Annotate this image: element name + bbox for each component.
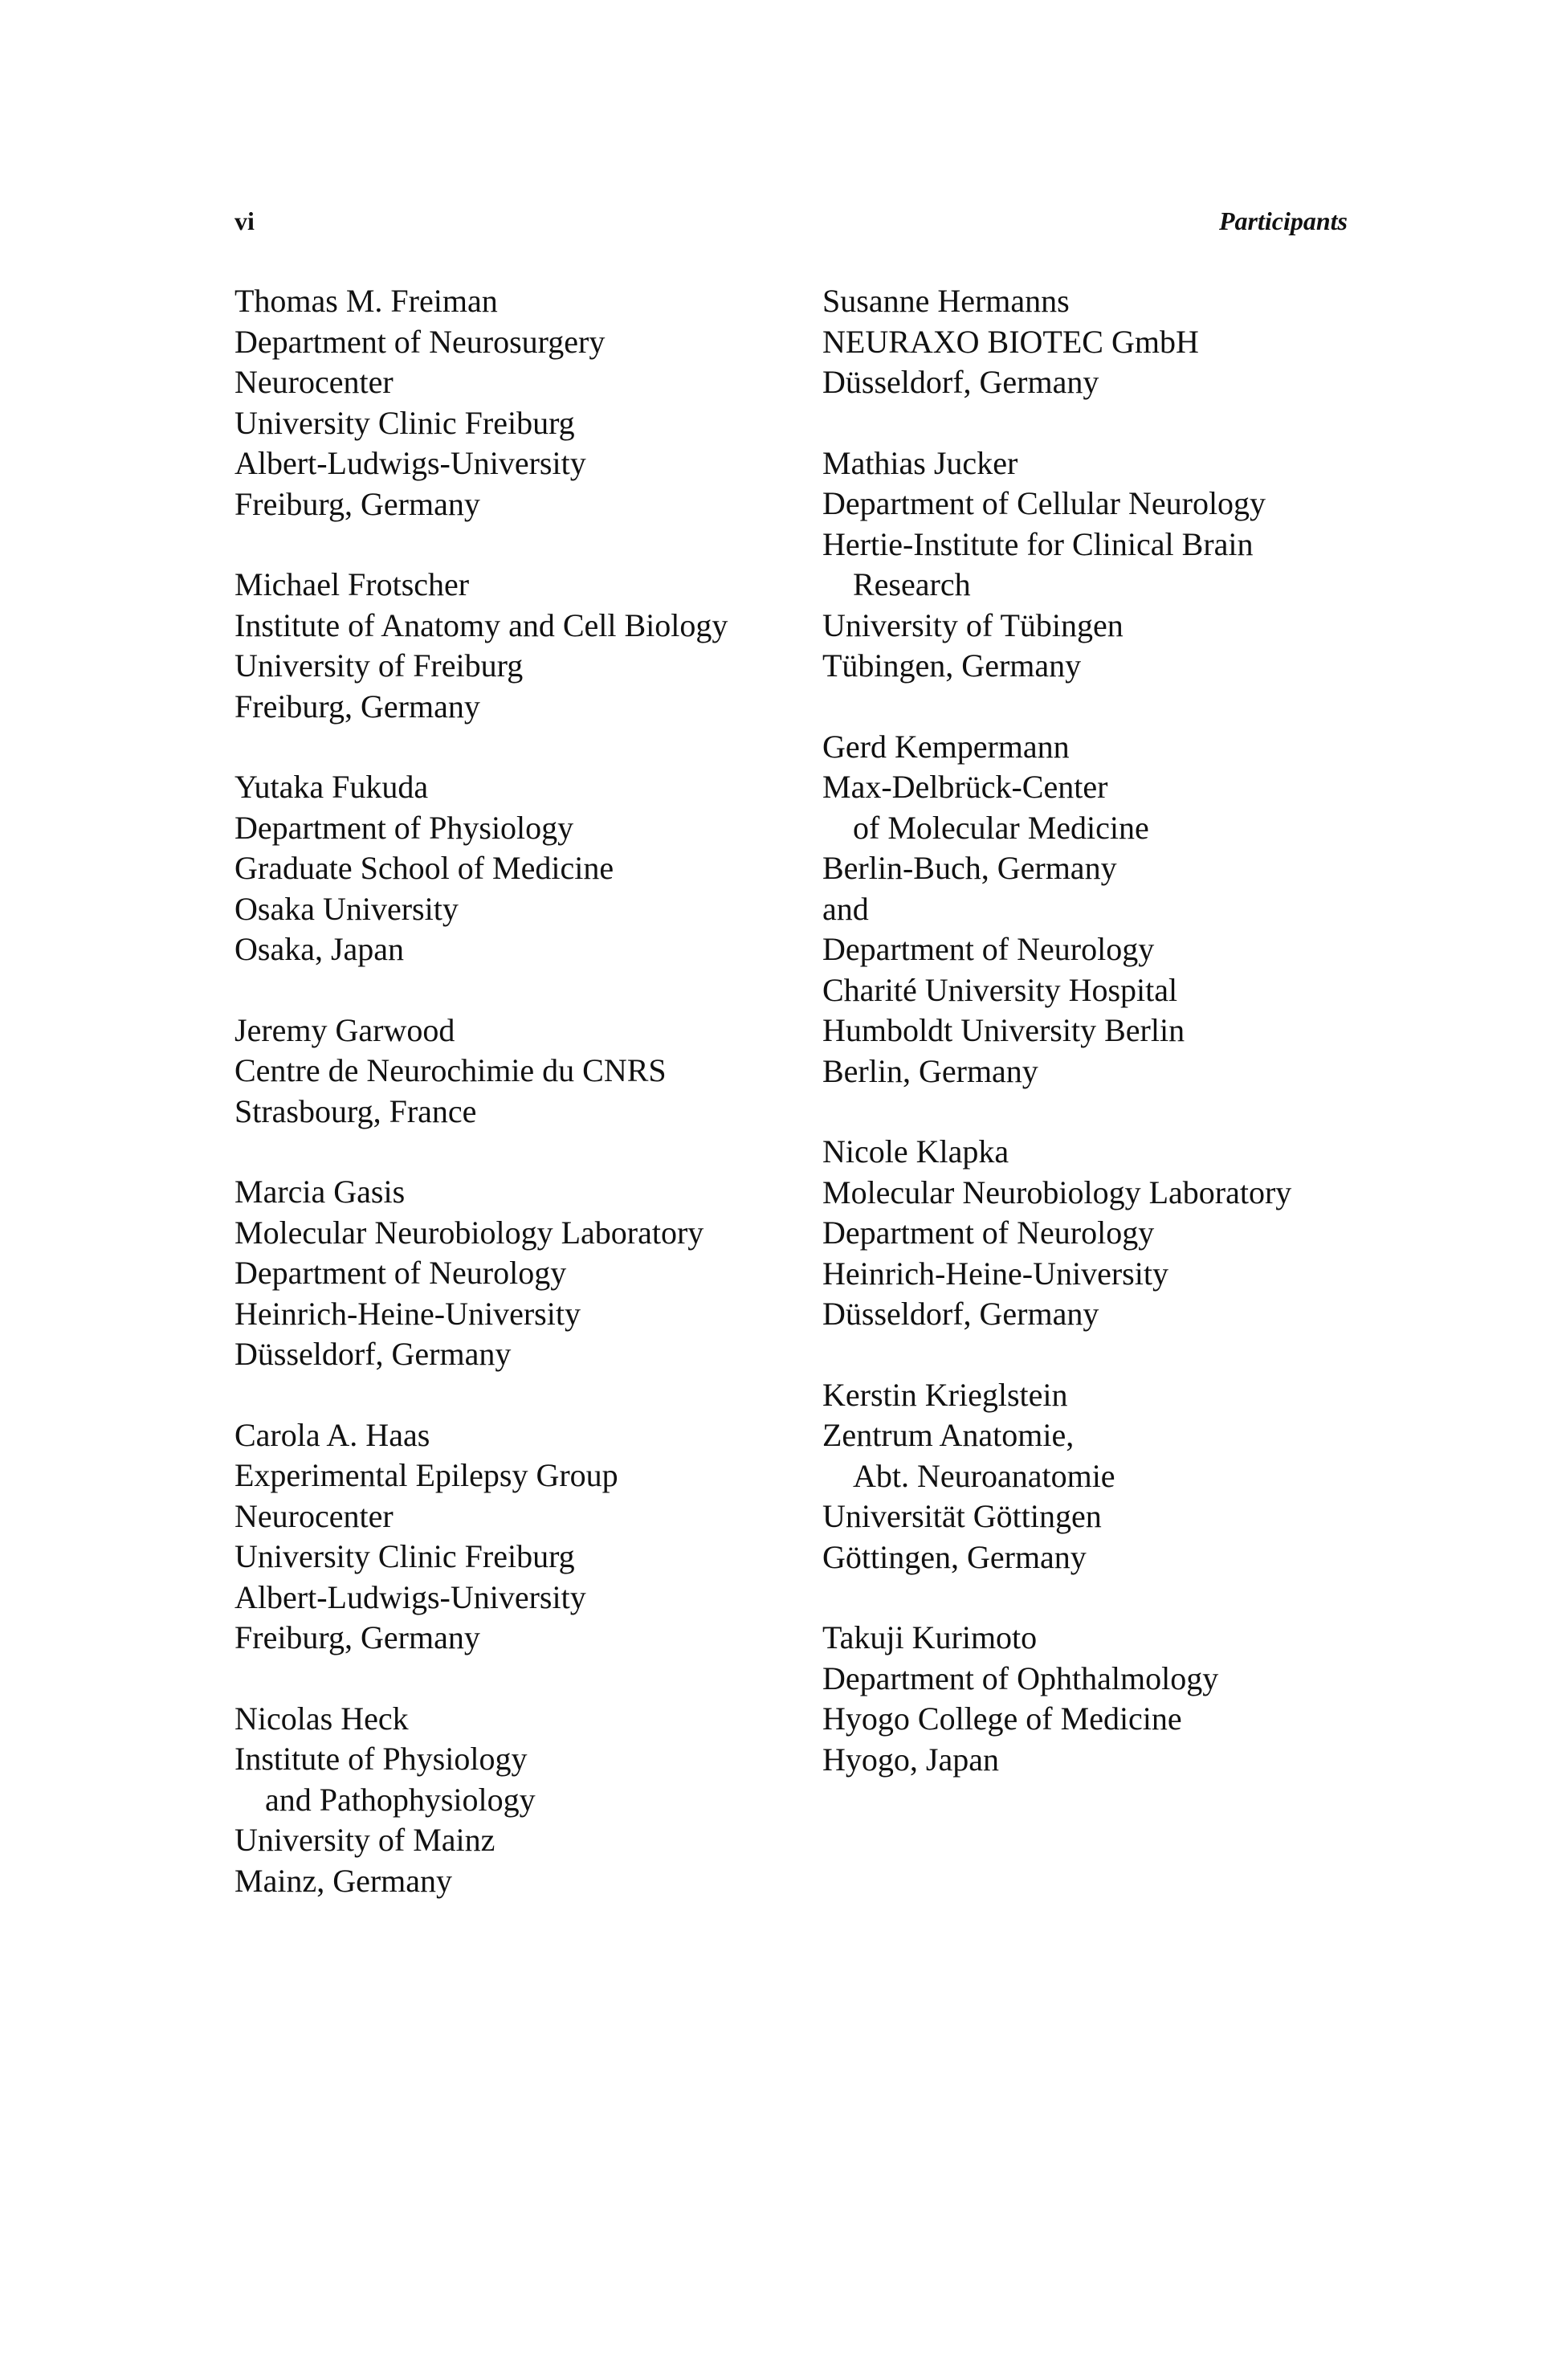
participant-entry — [822, 1375, 1385, 1578]
affiliation-line: Neurocenter — [234, 364, 394, 400]
participant-entry — [234, 767, 797, 970]
running-title: Participants — [1218, 206, 1348, 235]
affiliation-line: Department of Neurology — [822, 1214, 1155, 1251]
affiliation-line: Freiburg, Germany — [234, 1619, 480, 1655]
participant-entry — [234, 1415, 797, 1659]
participant-name: Susanne Hermanns — [822, 283, 1070, 319]
participant-name: Kerstin Krieglstein — [822, 1376, 1068, 1413]
affiliation-line: of Molecular Medicine — [853, 809, 1149, 846]
affiliation-line: Hyogo, Japan — [822, 1741, 999, 1778]
affiliation-line: Department of Cellular Neurology — [822, 485, 1266, 521]
affiliation-line: Berlin-Buch, Germany — [822, 850, 1117, 886]
participant-entry — [234, 565, 797, 727]
affiliation-line: University Clinic Freiburg — [234, 404, 575, 441]
participant-name: Carola A. Haas — [234, 1416, 430, 1453]
participant-entry — [822, 1618, 1385, 1780]
affiliation-line: Max-Delbrück-Center — [822, 769, 1108, 805]
affiliation-line: Freiburg, Germany — [234, 485, 480, 522]
affiliation-line: University of Tübingen — [822, 606, 1124, 643]
right-column — [822, 281, 1385, 1820]
participant-name: Marcia Gasis — [234, 1174, 406, 1210]
participant-entry — [822, 727, 1385, 1092]
participant-name: Michael Frotscher — [234, 566, 470, 602]
participant-entry — [234, 1699, 797, 1902]
affiliation-line: and Pathophysiology — [265, 1781, 536, 1818]
affiliation-line: Heinrich-Heine-University — [234, 1295, 581, 1332]
participant-name: Nicolas Heck — [234, 1700, 409, 1737]
affiliation-line: Düsseldorf, Germany — [234, 1336, 512, 1372]
affiliation-line: NEURAXO BIOTEC GmbH — [822, 323, 1199, 360]
affiliation-line: Zentrum Anatomie, — [822, 1417, 1075, 1453]
affiliation-line: Osaka, Japan — [234, 931, 405, 967]
participant-name: Jeremy Garwood — [234, 1011, 455, 1048]
affiliation-line: Graduate School of Medicine — [234, 850, 614, 886]
affiliation-line: Department of Neurosurgery — [234, 323, 606, 360]
participant-entry — [822, 281, 1385, 403]
affiliation-line: Molecular Neurobiology Laboratory — [822, 1174, 1292, 1210]
affiliation-line: Freiburg, Germany — [234, 688, 480, 725]
affiliation-line: Albert-Ludwigs-University — [234, 445, 586, 481]
participant-name: Thomas M. Freiman — [234, 283, 498, 319]
affiliation-line: Research — [853, 566, 971, 602]
affiliation-line: University Clinic Freiburg — [234, 1538, 575, 1574]
affiliation-line: Department of Neurology — [822, 931, 1155, 967]
page-number: vi — [234, 206, 255, 235]
participant-entry — [234, 1172, 797, 1375]
left-column — [234, 281, 797, 1941]
affiliation-line: Department of Physiology — [234, 809, 574, 846]
participant-name: Nicole Klapka — [822, 1133, 1009, 1170]
affiliation-line: Mainz, Germany — [234, 1862, 453, 1899]
affiliation-line: Berlin, Germany — [822, 1052, 1038, 1089]
participant-name: Mathias Jucker — [822, 444, 1018, 481]
affiliation-line: Tübingen, Germany — [822, 647, 1082, 684]
affiliation-line: Düsseldorf, Germany — [822, 1296, 1099, 1332]
affiliation-line: Institute of Anatomy and Cell Biology — [234, 606, 728, 643]
participant-entry — [822, 1132, 1385, 1335]
affiliation-line: Department of Ophthalmology — [822, 1659, 1219, 1696]
affiliation-line: Strasbourg, France — [234, 1092, 477, 1129]
affiliation-line: Göttingen, Germany — [822, 1538, 1087, 1575]
affiliation-line: University of Freiburg — [234, 647, 524, 684]
participant-name: Yutaka Fukuda — [234, 769, 429, 805]
affiliation-line: Department of Neurology — [234, 1255, 567, 1291]
participant-entry — [234, 1010, 797, 1133]
affiliation-line: Hertie-Institute for Clinical Brain — [822, 525, 1254, 562]
affiliation-line: Charité University Hospital — [822, 971, 1178, 1008]
participant-entry — [822, 443, 1385, 687]
affiliation-line: Heinrich-Heine-University — [822, 1255, 1168, 1292]
affiliation-line: Experimental Epilepsy Group — [234, 1457, 618, 1493]
participant-name: Takuji Kurimoto — [822, 1619, 1038, 1655]
affiliation-line: Osaka University — [234, 890, 459, 927]
affiliation-line: and — [822, 890, 869, 927]
affiliation-line: Düsseldorf, Germany — [822, 364, 1099, 400]
affiliation-line: Molecular Neurobiology Laboratory — [234, 1214, 704, 1251]
affiliation-line: Abt. Neuroanatomie — [853, 1457, 1115, 1494]
affiliation-line: Institute of Physiology — [234, 1741, 528, 1777]
affiliation-line: Universität Göttingen — [822, 1498, 1102, 1534]
participant-entry — [234, 281, 797, 525]
affiliation-line: Centre de Neurochimie du CNRS — [234, 1052, 667, 1088]
affiliation-line: Humboldt University Berlin — [822, 1012, 1185, 1048]
affiliation-line: University of Mainz — [234, 1822, 495, 1858]
affiliation-line: Hyogo College of Medicine — [822, 1700, 1182, 1737]
participant-name: Gerd Kempermann — [822, 728, 1070, 765]
affiliation-line: Albert-Ludwigs-University — [234, 1578, 586, 1615]
affiliation-line: Neurocenter — [234, 1497, 394, 1534]
